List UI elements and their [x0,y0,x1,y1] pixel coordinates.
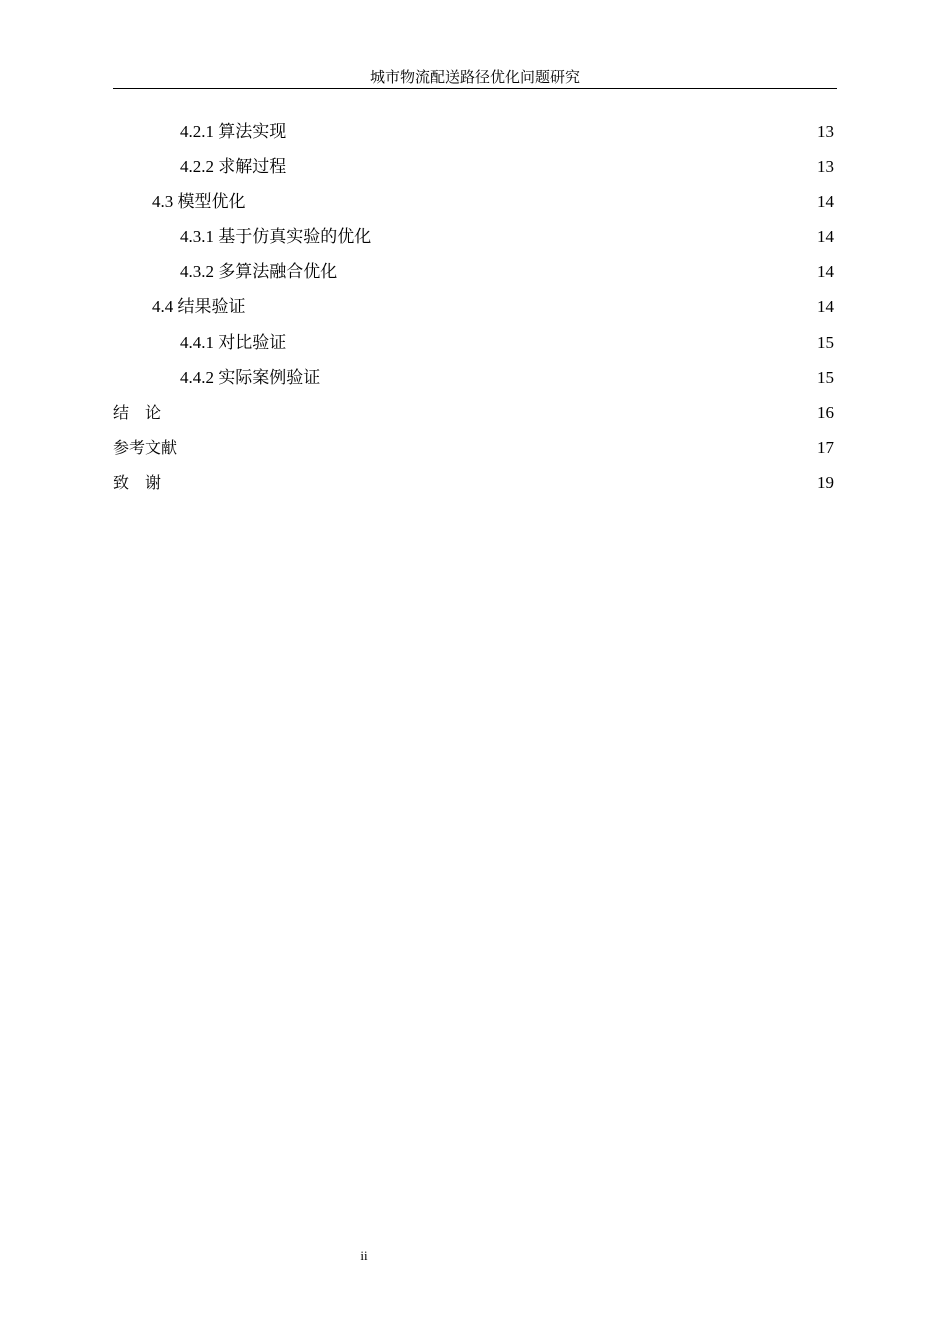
toc-entry-page: 14 [817,297,834,317]
toc-entry-page: 14 [817,192,834,212]
table-of-contents [113,114,834,500]
toc-entry [113,395,834,430]
header-rule [113,88,837,89]
toc-entry-title: 4.2.2 求解过程 [180,157,287,177]
toc-entry-title: 结 论 [113,402,162,422]
toc-entry-page: 13 [817,122,834,141]
toc-entry-page: 14 [817,227,834,247]
toc-entry [113,219,834,254]
running-header: 城市物流配送路径优化问题研究 [369,70,580,86]
toc-entry-title: 4.4.1 对比验证 [180,332,287,352]
toc-entry [113,254,834,289]
toc-entry-page: 15 [817,332,834,352]
toc-entry [113,149,834,184]
toc-entry-page: 19 [817,472,834,492]
toc-entry-page: 16 [817,402,834,422]
toc-entry-title: 致 谢 [113,472,162,492]
toc-entry-title: 4.3.1 基于仿真实验的优化 [180,227,372,247]
toc-entry-title: 4.3.2 多算法融合优化 [180,262,338,282]
toc-entry [113,325,834,360]
toc-entry [113,430,834,465]
toc-entry [113,184,834,219]
toc-entry [113,360,834,395]
toc-entry [113,465,834,500]
page-number: ii [360,1248,368,1263]
toc-entry-title: 4.2.1 算法实现 [180,122,287,141]
toc-entry-page: 15 [817,367,834,387]
toc-entry-page: 13 [817,157,834,177]
toc-entry-title: 4.4 结果验证 [152,297,246,317]
toc-entry [113,114,834,149]
toc-entry-page: 17 [817,437,834,457]
toc-entry-title: 4.4.2 实际案例验证 [180,367,321,387]
toc-entry-title: 参考文献 [113,437,178,457]
toc-entry [113,289,834,324]
toc-entry-title: 4.3 模型优化 [152,192,246,212]
toc-entry-page: 14 [817,262,834,282]
